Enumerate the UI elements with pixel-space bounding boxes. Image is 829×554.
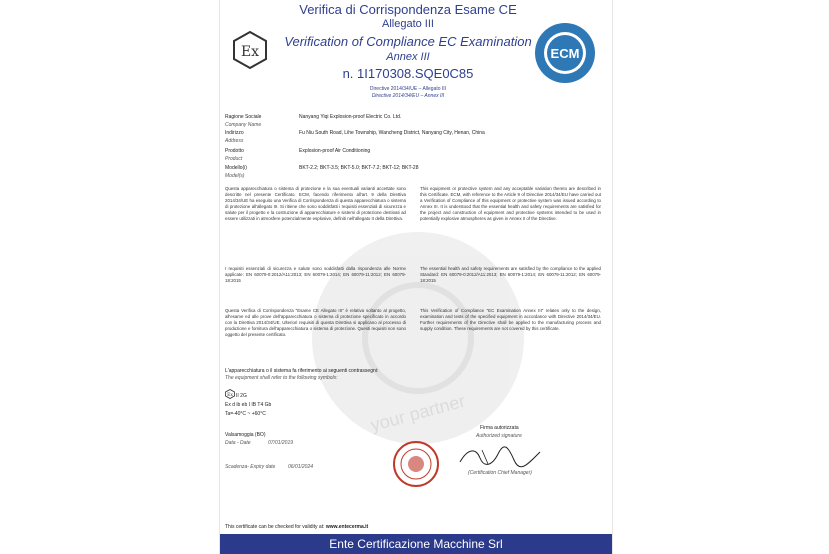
company-label: Ragione Sociale	[225, 114, 262, 120]
address-value: Fu Niu South Road, Lihe Township, Wancheng District, Nanyang City, Henan, China	[299, 130, 485, 136]
signature-icon	[458, 444, 542, 468]
directive-english: Directive 2014/34/EU – Annex III	[371, 93, 445, 99]
marking-temperature: Ta=-40°C ~ +60°C	[225, 411, 266, 417]
paragraph-3-italian: Questa Verifica di Corrispondenza "Esame CE Allegato III" è relativa soltanto al progetto, all'esame ed alle prove dell'apparecchiatura o sistema di protezione specificato in accordo con la Direttiva 2014/34/UE. Ulteriori requisiti di questa Direttiva si applicano al processo di produzione e fornitura dell'apparecchiatura o sistema di protezione. Questi requisiti non sono oggetto del presente certificato.	[225, 308, 406, 337]
signature-caption: (Certification Chief Manager)	[468, 470, 532, 476]
expiry-label: Scadenza- Expiry date	[225, 464, 276, 470]
official-seal-icon	[392, 440, 440, 488]
svg-text:Ex: Ex	[240, 44, 260, 60]
expiry-value: 06/01/2024	[288, 464, 314, 470]
paragraph-2-italian: I requisiti essenziali di sicurezza e salute sono soddisfatti dalla rispondenza alle Norme applicate: EN 60079-0:2012/A11:2013; EN 60079-1:2014; EN 60079-11:2012; EN 60079-18:2015	[225, 266, 406, 283]
certificate-number: n. 1I170308.SQE0C85	[342, 66, 474, 81]
title-english: Verification of Compliance EC Examination	[284, 34, 532, 49]
product-value: Explosion-proof Air Conditioning	[299, 148, 371, 154]
company-value: Nanyang Yiqi Explosion-proof Electric Co. Ltd.	[299, 114, 402, 120]
signature-label-italian: Firma autorizzata	[480, 425, 519, 431]
signature-label-english: Authorized signature	[476, 433, 522, 439]
validity-check	[225, 524, 368, 530]
paragraph-2-english: The essential health and safety requirements are satisfied by the compliance to the applied Standard: EN 60079-0:2012/A11:2013; EN 60079-1:2014; EN 60079-11:2012; EN 60079-18:2015	[420, 266, 601, 283]
marking-label-english: The equipment shall refer to the following symbols:	[225, 375, 338, 381]
svg-text:ECM: ECM	[550, 46, 580, 61]
certificate-page	[219, 0, 613, 554]
svg-text:Ex: Ex	[227, 392, 233, 398]
organization-name: Ente Certificazione Macchine Srl	[329, 537, 503, 551]
address-label: Indirizzo	[225, 130, 244, 136]
paragraph-3-english: This Verification of Compliance "EC Examination Annex III" relates only to the design, examination and tests of the specified equipment in accordance with Directive 2014/34/EU. Further requirements of the Directive shall be applied to the manufacturing process and supply condition. These requirements are not covered by this certificate.	[420, 308, 601, 331]
marking-label-italian: L'apparecchiatura o il sistema fa riferimento ai seguenti contrassegni:	[225, 368, 379, 374]
issue-date-label: Data - Date	[225, 440, 251, 446]
validity-url[interactable]: www.entecerma.it	[325, 524, 369, 530]
paragraph-1-italian: Questa apparecchiatura o sistema di protezione e la sua eventuali varianti accettate sono descritte nel presente Certificato. ECM, facendo riferimento all'art. 9 della Direttiva 2014/34/UE ha eseguito una Verifica di Corrispondenza di questa apparecchiatura o sistema di protezione all'allegato III. Si ritiene che sono soddisfatti i requisiti essenziali di sicurezza e salute per il progetto e la costruzione di apparecchiature e sistemi di protezione destinati ad essere utilizzati in atmosfere potenzialmente esplosive, definiti nell'allegato II della Direttiva.	[225, 186, 406, 221]
product-label: Prodotto	[225, 148, 244, 154]
issue-place: Valsamoggia (BO)	[225, 432, 266, 438]
product-label-en: Product	[225, 156, 243, 162]
watermark-ecm: your partner	[312, 232, 524, 444]
marking-protection: Ex d ib eb I IB T4 Gb	[225, 402, 272, 408]
footer-bar	[220, 534, 612, 554]
issue-date-value: 07/01/2019	[268, 440, 294, 446]
directive-italian: Directive 2014/34/UE – Allegato III	[369, 86, 447, 92]
title-italian: Verifica di Corrispondenza Esame CE	[299, 2, 517, 17]
model-label-en: Model(s)	[225, 173, 245, 179]
model-value: BKT-2.2; BKT-3.5; BKT-5.0; BKT-7.2; BKT-12; BKT-28	[299, 165, 419, 171]
company-label-en: Company Name	[225, 122, 262, 128]
model-label: Modello(i)	[225, 165, 247, 171]
address-label-en: Address	[225, 138, 244, 144]
validity-text: This certificate can be checked for validity at:	[225, 524, 325, 530]
marking-group: II 2G	[236, 393, 247, 399]
annex-italian: Allegato III	[382, 18, 434, 30]
annex-english: Annex III	[386, 51, 430, 63]
paragraph-1-english: This equipment or protective system and any acceptable variation thereto are described in this Certificate. ECM, with reference to the Article 9 of Directive 2014/34/EU have carried out a Verification of Compliance of this equipment or protective system was issued according to Annex III. It is understood that the essential health and safety requirements are satisfied for the project and construction of equipment and protective systems intended to be used in potentially explosive atmospheres as given in Annex II of the Directive.	[420, 186, 601, 221]
ex-mark-icon	[225, 389, 235, 399]
